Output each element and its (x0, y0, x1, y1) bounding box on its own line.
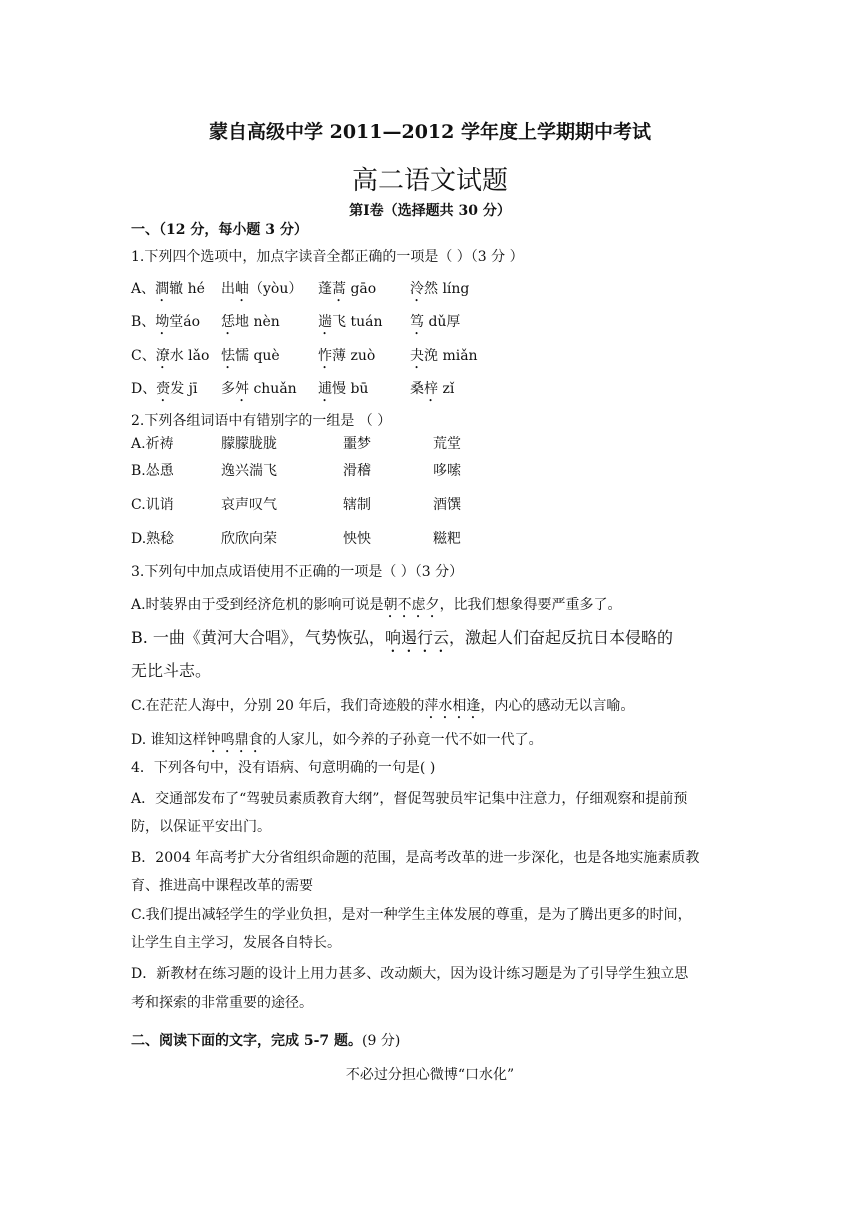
q3-b-dotted-idiom: 响遏行云 (384, 628, 449, 647)
q2-stem: 2.下列各组词语中有错别字的一组是 （ ） (131, 413, 392, 429)
q1-option-item (131, 380, 198, 405)
q3-a-post: ，比我们想象得要严重多了。 (439, 597, 622, 613)
q1-item-post: 地 nèn (235, 314, 280, 330)
q2-option-word: 噩梦 (343, 436, 371, 452)
q4-option-c-line1: C.我们提出减轻学生的学业负担，是对一种学生主体发展的尊重，是为了腾出更多的时间， (131, 907, 692, 923)
q2-option-word: B.怂恿 (131, 463, 174, 479)
q1-option-item (318, 380, 368, 405)
q2-option-word: 朦朦胧胧 (221, 436, 277, 452)
section-2-points: (9 分) (362, 1033, 401, 1049)
q3-d-pre: D. 谁知这样 (131, 732, 207, 748)
q1-item-dot: 潦 (155, 348, 170, 364)
section-2-heading (131, 1032, 400, 1050)
q4-option-a-line1: A．交通部发布了“驾驶员素质教育大纲”，督促驾驶员牢记集中注意力，仔细观察和提前预 (131, 791, 688, 807)
q2-option-word: 哀声叹气 (221, 497, 277, 513)
q1-item-pre: 蓬 (318, 281, 332, 297)
q2-option-word: 辖制 (343, 497, 371, 513)
q1-option-item (410, 313, 460, 338)
q1-item-dot: 岫 (235, 281, 249, 297)
q1-item-post: chuǎn (249, 381, 297, 397)
q1-item-pre: 多 (221, 381, 235, 397)
q3-d-post: 的人家儿，如今养的子孙竟一代不如一代了。 (262, 732, 543, 748)
q3-b-post: ，激起人们奋起反抗日本侵略的 (448, 628, 673, 647)
q2-option-word: 荒堂 (433, 436, 461, 452)
q1-option-item (318, 280, 376, 305)
q3-b-pre: B. 一曲《黄河大合唱》，气势恢弘， (131, 628, 385, 647)
q1-option-item (410, 380, 454, 405)
q1-option-item (318, 347, 375, 372)
q2-option-word: 怏怏 (343, 531, 371, 547)
q4-stem: 4．下列各句中，没有语病、句意明确的一句是( ) (131, 760, 436, 776)
q1-item-post: （yòu） (249, 281, 303, 297)
q1-item-dot: 遄 (318, 314, 332, 330)
q3-c-dotted-idiom: 萍水相逢 (424, 698, 481, 714)
q3-a-pre: A.时装界由于受到经济危机的影响可说是 (131, 597, 384, 613)
q3-option-a (131, 596, 622, 621)
q1-item-dot: 泠 (410, 281, 424, 297)
q2-option-word: 欣欣向荣 (221, 531, 277, 547)
q1-item-dot: 怍 (318, 348, 332, 364)
q1-item-dot: 澗 (155, 281, 170, 297)
q2-option-word: 哆嗦 (433, 463, 461, 479)
q1-item-dot: 怯 (221, 348, 235, 364)
q2-option-word: 酒馔 (433, 497, 461, 513)
q3-stem: 3.下列句中加点成语使用不正确的一项是（ ）（3 分） (131, 564, 464, 580)
q1-item-post: 堂áo (169, 314, 201, 330)
section-2-heading-text: 二、阅读下面的文字，完成 5-7 题。 (131, 1033, 363, 1049)
q3-c-post: ，内心的感动无以言喻。 (480, 698, 635, 714)
q1-item-pre: 出 (221, 281, 235, 297)
subject-title: 高二语文试题 (351, 166, 508, 196)
q2-option-word: C.讥诮 (131, 497, 174, 513)
q1-option-label: B、 (131, 314, 156, 330)
q4-option-b-line1: B．2004 年高考扩大分省组织命题的范围，是高考改革的进一步深化，也是各地实施素质教 (131, 850, 700, 866)
q2-option-word: 逸兴湍飞 (221, 463, 277, 479)
q1-option-item (410, 280, 469, 305)
article-title: 不必过分担心微博“口水化” (345, 1067, 515, 1083)
q3-a-dotted-idiom: 朝不虑夕 (383, 597, 440, 613)
q1-item-dot: 赍 (156, 381, 171, 397)
q1-item-dot: 舛 (235, 381, 249, 397)
q1-option-item (410, 347, 478, 372)
q1-option-item (131, 280, 205, 305)
part-title: 第Ⅰ卷（选择题共 30 分） (349, 203, 511, 219)
q1-item-post: dǔ厚 (424, 314, 461, 330)
q4-option-d-line2: 考和探索的非常重要的途径。 (131, 995, 313, 1011)
q1-item-post: 浼 miǎn (424, 348, 478, 364)
q1-option-item (221, 313, 280, 338)
q1-option-item (221, 280, 302, 305)
q3-option-b (131, 628, 673, 656)
q1-item-post: 薄 zuò (332, 348, 376, 364)
q1-item-post: 然 líng (424, 281, 470, 297)
q1-item-dot: 夬 (410, 348, 424, 364)
q4-option-a-line2: 防，以保证平安出门。 (131, 819, 271, 835)
q1-item-post: 水 lǎo (169, 348, 210, 364)
q1-option-item (318, 313, 382, 338)
q4-option-c-line2: 让学生自主学习，发展各自特长。 (131, 935, 341, 951)
q1-option-item (131, 347, 209, 372)
q1-item-post: zǐ (438, 381, 455, 397)
q1-item-dot: 笃 (410, 314, 424, 330)
q1-option-item (221, 347, 280, 372)
q1-item-dot: 坳 (155, 314, 170, 330)
q1-item-dot: 恁 (221, 314, 235, 330)
q1-option-item (131, 313, 200, 338)
q1-item-dot: 梓 (424, 381, 438, 397)
q4-option-d-line1: D．新教材在练习题的设计上用力甚多、改动颇大，因为设计练习题是为了引导学生独立思 (131, 966, 689, 982)
q3-option-b-line2: 无比斗志。 (131, 661, 212, 680)
q2-option-word: A.祈祷 (131, 436, 174, 452)
q3-c-pre: C.在茫茫人海中，分别 20 年后，我们奇迹般的 (131, 698, 425, 714)
q1-stem: 1.下列四个选项中，加点字读音全都正确的一项是（ ）（3 分 ） (131, 249, 524, 265)
q1-option-label: A、 (131, 281, 156, 297)
q2-option-word: 糍粑 (433, 531, 461, 547)
q1-item-pre: 桑 (410, 381, 424, 397)
q1-item-post: gāo (346, 281, 377, 297)
q1-item-post: 懦 què (235, 348, 280, 364)
q1-item-post: 慢 bū (332, 381, 369, 397)
q1-item-post: 发 jī (170, 381, 198, 397)
q3-option-c (131, 697, 634, 722)
q2-option-word: 滑稽 (343, 463, 371, 479)
q1-item-post: 辙 hé (169, 281, 205, 297)
school-exam-title: 蒙自高级中学 2011—2012 学年度上学期期中考试 (209, 121, 651, 143)
q1-item-post: 飞 tuán (332, 314, 383, 330)
q1-item-dot: 逋 (318, 381, 332, 397)
q1-item-dot: 蒿 (332, 281, 346, 297)
q3-option-d (131, 731, 543, 756)
q1-option-label: C、 (131, 348, 156, 364)
section-1-heading: 一、（12 分，每小题 3 分） (131, 222, 308, 238)
q4-option-b-line2: 育、推进高中课程改革的需要 (131, 878, 313, 894)
q2-option-word: D.熟稔 (131, 531, 175, 547)
q3-d-dotted-idiom: 钟鸣鼎食 (206, 732, 263, 748)
q1-option-label: D、 (131, 381, 157, 397)
q1-option-item (221, 380, 297, 405)
